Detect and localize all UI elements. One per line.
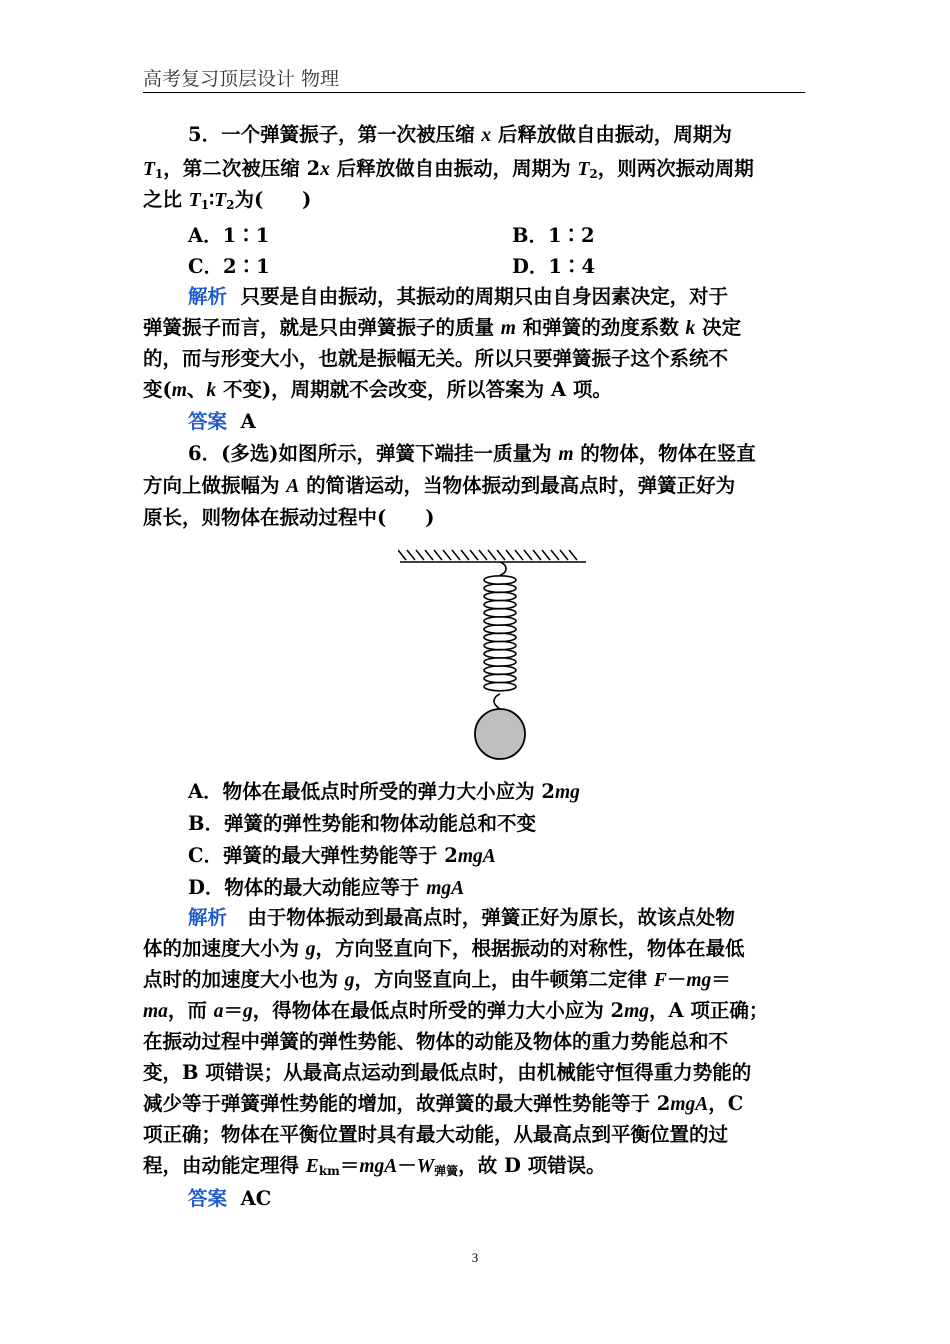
q6-analysis-line-4: ma，而 a＝g，得物体在最低点时所受的弹力大小应为 2mg，A 项正确； [143, 999, 769, 1022]
q6-analysis-line-8: 项正确；物体在平衡位置时具有最大动能，从最高点到平衡位置的过 [143, 1123, 729, 1146]
ceiling-hatch [506, 550, 514, 560]
q5-line-2: $T_1$，第二次被压缩 2x 后释放做自由振动，周期为 $T_2$，则两次振动周期 [143, 157, 754, 181]
q5-option-a: A．1∶1 [188, 224, 270, 247]
header-title: 高考复习顶层设计 物理 [143, 68, 340, 90]
q6-answer [188, 1185, 271, 1213]
q6-analysis-line-6: 变，B 项错误；从最高点运动到最低点时，由机械能守恒得重力势能的 [143, 1061, 752, 1084]
q6-answer-value: AC [240, 1187, 272, 1210]
q5-line-1: 5．一个弹簧振子，第一次被压缩 x 后释放做自由振动，周期为 [188, 123, 732, 146]
q6-analysis-line-1: 解析 由于物体振动到最高点时，弹簧正好为原长，故该点处物 [188, 906, 735, 929]
page-header [143, 62, 805, 93]
ceiling-hatch [443, 550, 451, 560]
mass-ball [475, 709, 525, 759]
ceiling-hatch [542, 550, 550, 560]
q5-answer-value: A [240, 410, 256, 433]
q6-analysis-line-9: 程，由动能定理得 $E_{km}=mgA-W_{弹簧}$，故 D 项错误。 [143, 1154, 606, 1178]
q6-analysis-line-3: 点时的加速度大小也为 g，方向竖直向上，由牛顿第二定律 F－mg＝ [143, 968, 731, 991]
q5-line-3: 之比 $T_1∶T_2$为( ) [143, 188, 312, 212]
ceiling [398, 550, 586, 562]
spring-mass-figure [398, 543, 588, 765]
q5-option-d: D．1∶4 [512, 255, 596, 278]
q6-option-c: C．弹簧的最大弹性势能等于 2mgA [188, 844, 496, 867]
q6-analysis-line-5: 在振动过程中弹簧的弹性势能、物体的动能及物体的重力势能总和不 [143, 1030, 729, 1053]
q6-analysis-label: 解析 [188, 906, 228, 929]
ceiling-hatch [398, 550, 406, 560]
q5-analysis-line-1: 解析 只要是自由振动，其振动的周期只由自身因素决定，对于 [188, 285, 729, 308]
ceiling-hatch [515, 550, 523, 560]
ceiling-hatch [470, 550, 478, 560]
q6-analysis-line-2: 体的加速度大小为 g，方向竖直向下，根据振动的对称性，物体在最低 [143, 937, 745, 960]
ceiling-hatch [479, 550, 487, 560]
q6-line-1: 6．(多选)如图所示，弹簧下端挂一质量为 m 的物体，物体在竖直 [188, 442, 756, 465]
q5-analysis-line-3: 的，而与形变大小，也就是振幅无关。所以只要弹簧振子这个系统不 [143, 347, 729, 370]
q5-analysis-line-2: 弹簧振子而言，就是只由弹簧振子的质量 m 和弹簧的劲度系数 k 决定 [143, 316, 742, 339]
q5-answer-label: 答案 [188, 410, 228, 433]
q6-answer-label: 答案 [188, 1187, 228, 1210]
ceiling-hatch [497, 550, 505, 560]
spring [484, 562, 516, 709]
q5-option-b: B．1∶2 [512, 224, 595, 247]
ceiling-hatch [416, 550, 424, 560]
q6-line-2: 方向上做振幅为 A 的简谐运动，当物体振动到最高点时，弹簧正好为 [143, 474, 736, 497]
ceiling-hatch [569, 550, 577, 560]
ceiling-hatch [524, 550, 532, 560]
ceiling-hatch [461, 550, 469, 560]
page-number: 3 [471, 1250, 479, 1265]
ceiling-hatch [488, 550, 496, 560]
ceiling-hatch [533, 550, 541, 560]
q5-option-c: C．2∶1 [188, 255, 270, 278]
q5-analysis-line-4: 变(m、k 不变)，周期就不会改变，所以答案为 A 项。 [143, 378, 612, 401]
q6-option-d: D．物体的最大动能应等于 mgA [188, 876, 465, 899]
q6-option-a: A．物体在最低点时所受的弹力大小应为 2mg [188, 780, 580, 803]
q6-option-b: B．弹簧的弹性势能和物体动能总和不变 [188, 812, 536, 835]
ceiling-hatch [407, 550, 415, 560]
q5-answer [188, 408, 256, 436]
q6-analysis-line-7: 减少等于弹簧弹性势能的增加，故弹簧的最大弹性势能等于 2mgA，C [143, 1092, 744, 1115]
q5-analysis-label: 解析 [188, 285, 228, 308]
ceiling-hatch [434, 550, 442, 560]
ceiling-hatch [425, 550, 433, 560]
q6-line-3: 原长，则物体在振动过程中( ) [143, 506, 435, 529]
ceiling-hatch [551, 550, 559, 560]
ceiling-hatch [560, 550, 568, 560]
ceiling-hatch [452, 550, 460, 560]
